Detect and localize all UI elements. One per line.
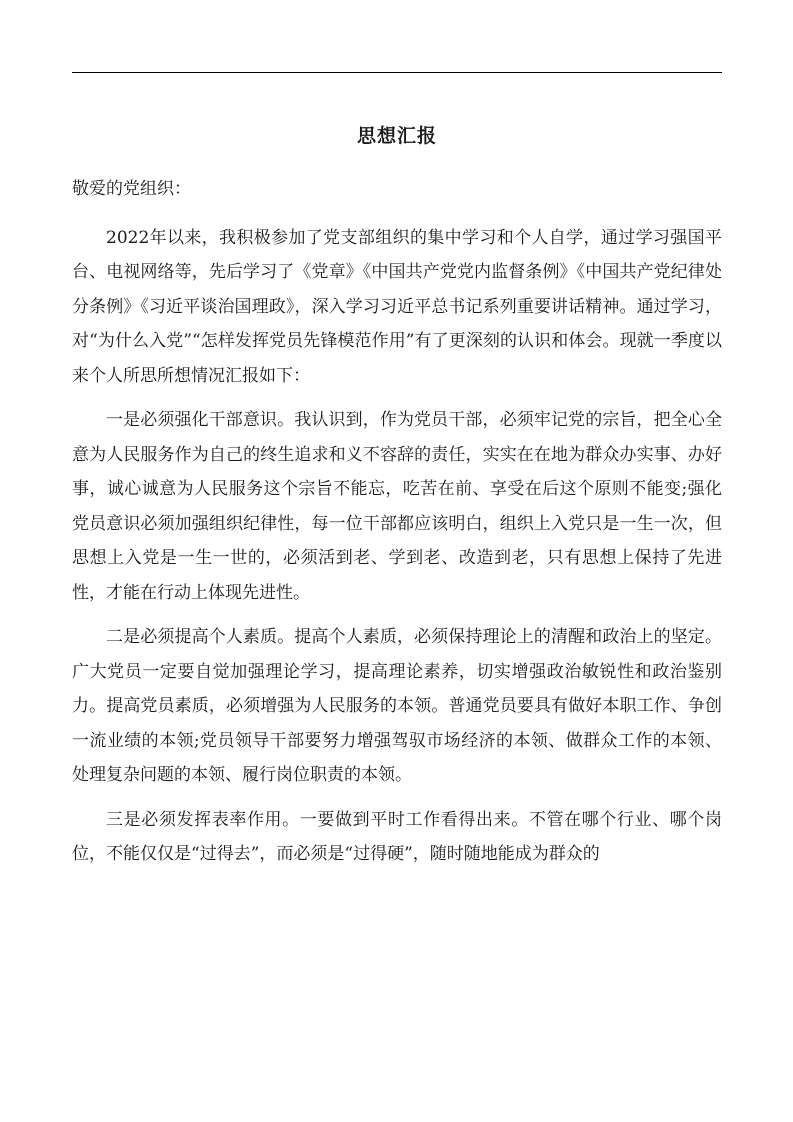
salutation: 敬爱的党组织： bbox=[72, 179, 191, 199]
paragraph-intro: 2022年以来，我积极参加了党支部组织的集中学习和个人自学，通过学习强国平台、电视网络等，先后学习了《党章》《中国共产党党内监督条例》《中国共产党纪律处分条例》《习近平谈治国理政》，深入学习习近平总书记系列重要讲话精神。通过学习，对“为什么入党”“怎样发挥党员先锋模范作用”有了更深刻的认识和体会。现就一季度以来个人所思所想情况汇报如下： bbox=[72, 227, 722, 386]
paragraph-point-three: 三是必须发挥表率作用。一要做到平时工作看得出来。不管在哪个行业、哪个岗位，不能仅仅是“过得去”，而必须是“过得硬”，随时随地能成为群众的 bbox=[72, 809, 722, 864]
paragraph-point-one: 一是必须强化干部意识。我认识到，作为党员干部，必须牢记党的宗旨，把全心全意为人民服务作为自己的终生追求和义不容辞的责任，实实在在地为群众办实事、办好事，诚心诚意为人民服务这个宗旨不能忘，吃苦在前、享受在后这个原则不能变;强化党员意识必须加强组织纪律性，每一位干部都应该明白，组织上入党只是一生一次，但思想上入党是一生一世的，必须活到老、学到老、改造到老，只有思想上保持了先进性，才能在行动上体现先进性。 bbox=[72, 410, 722, 603]
paragraph-point-two: 二是必须提高个人素质。提高个人素质，必须保持理论上的清醒和政治上的坚定。广大党员一定要自觉加强理论学习，提高理论素养，切实增强政治敏锐性和政治鉴别力。提高党员素质，必须增强为人民服务的本领。普通党员要具有做好本职工作、争创一流业绩的本领;党员领导干部要努力增强驾驭市场经济的本领、做群众工作的本领、处理复杂问题的本领、履行岗位职责的本领。 bbox=[72, 627, 722, 785]
document-title: 思想汇报 bbox=[356, 125, 437, 147]
header-rule bbox=[72, 72, 722, 73]
document-body bbox=[72, 172, 722, 882]
